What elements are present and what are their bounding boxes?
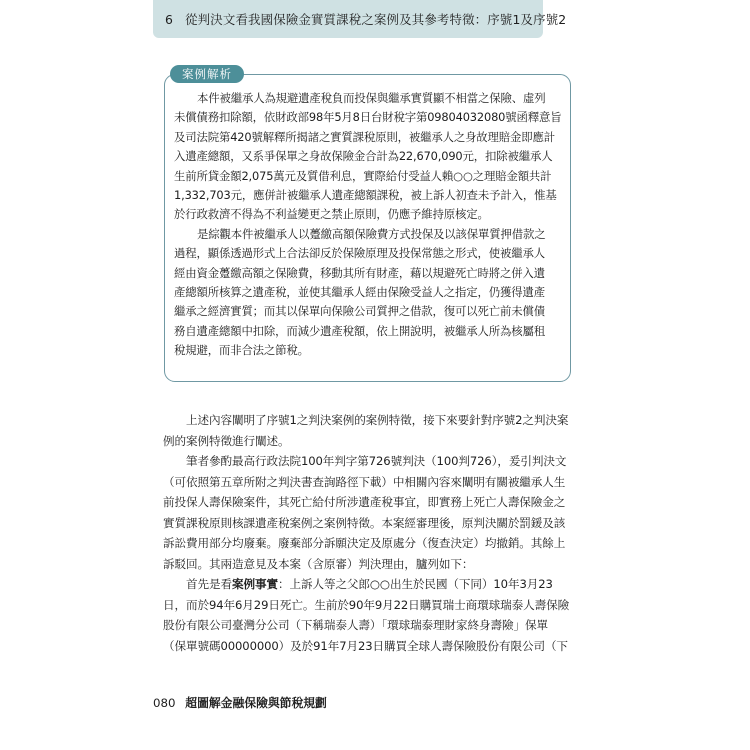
body-line (163, 574, 578, 595)
book-title: 超圖解金融保險與節稅規劃 (185, 696, 327, 710)
case-line: 是綜觀本件被繼承人以躉繳高額保險費方式投保及以該保單質押借款之 (197, 226, 546, 241)
page-footer (153, 694, 327, 711)
case-line: 繼承之經濟實質；而其以保單向保險公司質押之借款，復可以死亡前未償債 (174, 304, 545, 319)
chapter-header (153, 0, 567, 38)
chapter-title: 從判決文看我國保險金實質課稅之案例及其參考特徵：序號1及序號2 (185, 12, 567, 27)
body-line: 筆者參酌最高行政法院100年判字第726號判決（100判726），爰引判決文 (186, 454, 567, 468)
case-line: 務自遺產總額中扣除，而減少遺產稅額，依上開說明，被繼承人所為核屬租 (174, 323, 545, 338)
case-line: 生前所貸金額2,075萬元及質借利息，實際給付受益人賴○○之理賠金額共計 (174, 168, 552, 183)
body-line: 實質課稅原則核課遺產稅案例之案例特徵。本案經審理後，原判決關於罰鍰及該 (163, 515, 566, 530)
body-line: 訴訟費用部分均廢棄。廢棄部分訴願決定及原處分（復查決定）均撤銷。其餘上 (163, 536, 566, 550)
body-line: 日，而於94年6月29日死亡。生前於90年9月22日購買瑞士商環球瑞泰人壽保險 (163, 597, 570, 612)
body-text (163, 410, 578, 656)
body-line-lead: 首先是看 (186, 577, 232, 591)
body-line: （可依照第五章所附之判決書查詢路徑下載）中相關內容來闡明有關被繼承人生 (163, 474, 566, 489)
case-line: 本件被繼承人為規避遺產稅負而投保與繼承實質顯不相當之保險、虛列 (197, 91, 546, 105)
case-line: 及司法院第420號解釋所揭諸之實質課稅原則，被繼承人之身故理賠金即應計 (174, 129, 555, 144)
body-line: （保單號碼00000000）及於91年7月23日購買全球人壽保險股份有限公司（下 (163, 638, 568, 653)
case-line: 入遺產總額，又系爭保單之身故保險金合計為22,670,090元，扣除被繼承人 (174, 149, 553, 164)
case-analysis-text (174, 89, 566, 360)
case-facts-heading: 案例事實 (231, 577, 278, 591)
case-line: 產總額所核算之遺產稅，並使其繼承人經由保險受益人之指定，仍獲得遺產 (174, 284, 545, 299)
case-analysis-tag: 案例解析 (170, 65, 244, 83)
page-number: 080 (153, 696, 176, 710)
body-line: 前投保人壽保險案件，其死亡給付所涉遺產稅事宜，即實務上死亡人壽保險金之 (163, 495, 566, 509)
body-line: 訴駁回。其兩造意見及本案（含原審）判決理由，臚列如下： (163, 556, 474, 571)
case-line: 於行政救濟不得為不利益變更之禁止原則，仍應予維持原核定。 (174, 207, 489, 222)
case-line: 稅規避，而非合法之節稅。 (174, 343, 309, 358)
case-line: 經由資金躉繳高額之保險費，移動其所有財產，藉以規避死亡時將之併入遺 (174, 265, 545, 280)
case-line: 未償債務扣除額，依財政部98年5月8日台財稅字第09804032080號函釋意旨 (174, 110, 562, 125)
body-line-rest: ：上訴人等之父郎○○出生於民國（下同）10年3月23 (277, 577, 553, 591)
body-line: 股份有限公司臺灣分公司（下稱瑞泰人壽）「環球瑞泰理財家終身壽險」保單 (163, 618, 548, 632)
case-line: 過程，顯係透過形式上合法卻反於保險原理及投保常態之形式，使被繼承人 (174, 246, 545, 261)
chapter-number: 6 (165, 11, 174, 27)
body-line: 上述內容闡明了序號1之判決案例的案例特徵，接下來要針對序號2之判決案 (186, 413, 569, 427)
body-line: 例的案例特徵進行闡述。 (163, 433, 290, 448)
case-line: 1,332,703元，應併計被繼承人遺產總額課稅，被上訴人初查未予計入，惟基 (174, 187, 557, 202)
